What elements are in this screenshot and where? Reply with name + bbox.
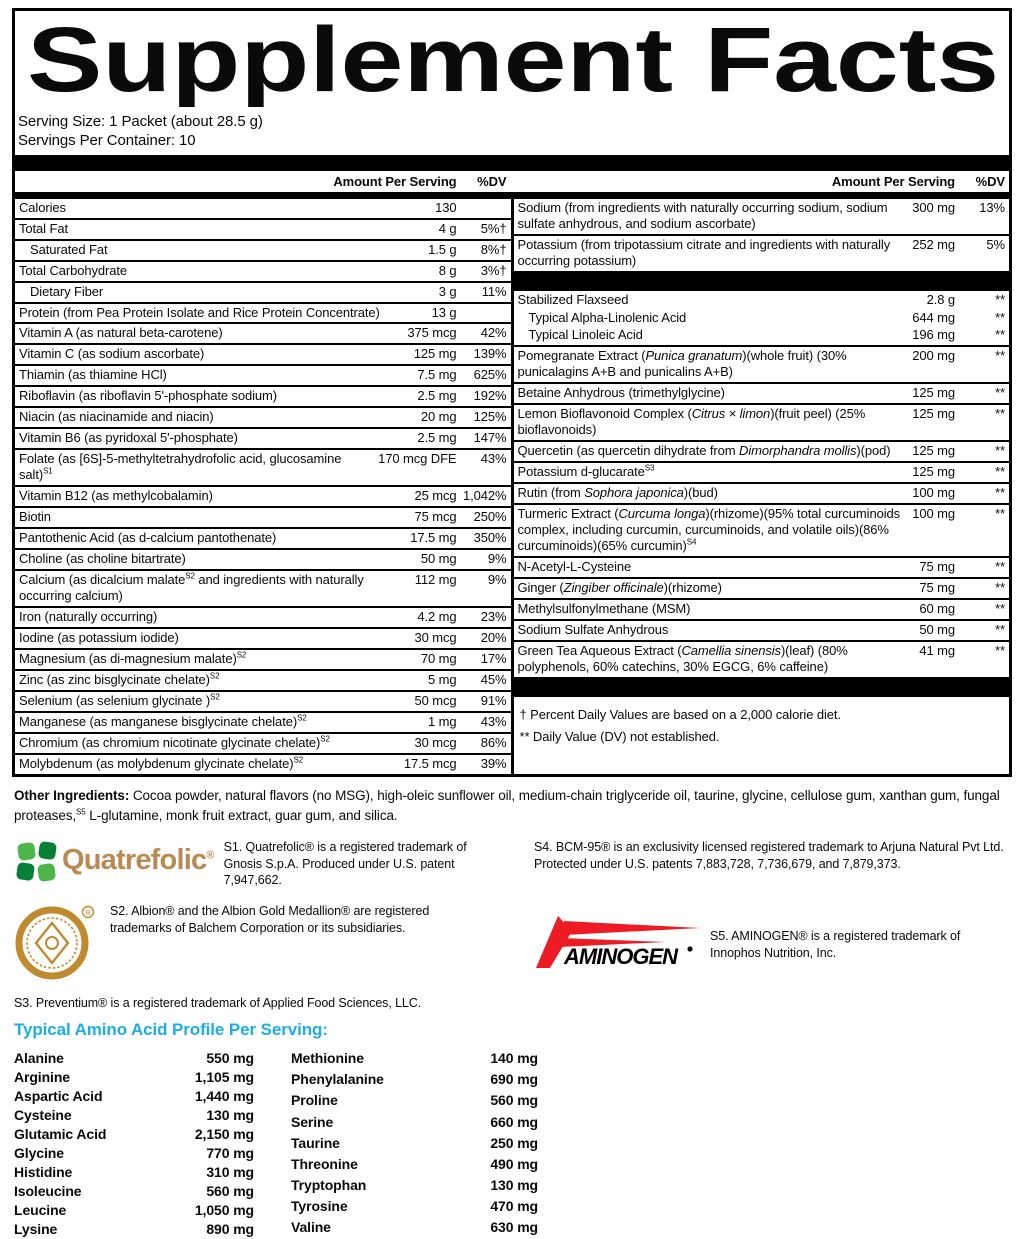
amino-name: Valine [291,1219,331,1236]
column-headers [15,171,1009,192]
nutrient-name: Riboflavin (as riboflavin 5'-phosphate sodium) [19,388,278,404]
amino-name: Tyrosine [291,1198,348,1215]
quatrefolic-wordmark: Quatrefolic® [62,844,214,877]
nutrient-amount: 252 mg [912,236,955,252]
nutrient-dv: 20% [480,630,507,646]
nutrient-row [514,345,1010,382]
nutrient-row [15,627,511,648]
nutrient-name: Selenium (as selenium glycinate )$^{S2}$ [19,692,220,709]
nutrient-row [514,482,1010,503]
nutrient-row [15,732,511,753]
amino-value: 140 mg [490,1050,538,1067]
nutrient-name: Turmeric Extract (Curcuma longa)(rhizome)(95% total curcuminoids complex, including curcumin, curcuminoids, and volatile oils)(86% curcuminoids)(65% curcumin)$^{S4}$ [517,506,901,554]
amino-acid-section [14,1020,1010,1239]
nutrient-row [15,648,511,669]
nutrient-dv: 91% [480,693,507,709]
nutrient-amount: 125 mg [912,406,955,422]
right-column-header [514,171,1010,192]
clover-icon [14,839,60,883]
nutrient-column-right [514,199,1010,775]
divider-bar-thin [15,192,1009,199]
nutrient-name: Niacin (as niacinamide and niacin) [19,409,214,425]
nutrient-dv: 125% [473,409,507,425]
nutrient-dv: ** [995,406,1005,422]
nutrient-row [514,556,1010,577]
amino-name: Cysteine [14,1107,72,1124]
nutrient-name: Iodine (as potassium iodide) [19,630,179,646]
nutrient-name: Folate (as [6S]-5-methyltetrahydrofolic acid, glucosamine salt)$^{S1}$ [19,451,342,483]
nutrient-name: Vitamin B6 (as pyridoxal 5'-phosphate) [19,430,238,446]
nutrient-row [514,382,1010,403]
nutrient-row [514,440,1010,461]
nutrient-dv: 139% [473,346,507,362]
albion-minerals-logo [14,903,98,986]
nutrient-amount: 50 mg [420,551,457,567]
nutrient-name: Biotin [19,509,51,525]
nutrient-name: Lemon Bioflavonoid Complex (Citrus × limon)(fruit peel) (25% bioflavonoids) [517,406,866,438]
nutrient-row [514,461,1010,482]
amino-value: 130 mg [490,1176,538,1193]
nutrient-name: Sodium (from ingredients with naturally occurring sodium, sodium sulfate anhydrous, and sodium ascorbate) [517,199,888,231]
nutrient-amount: 125 mg [912,443,955,459]
nutrient-name: Dietary Fiber [30,283,104,299]
nutrient-row [514,577,1010,598]
nutrient-dv: ** [995,464,1005,480]
nutrient-dv: 13% [979,199,1005,215]
nutrient-row [15,606,511,627]
nutrient-amount: 75 mg [919,559,955,575]
nutrient-row [15,406,511,427]
nutrient-row [15,302,511,323]
left-column-header [15,171,511,192]
nutrient-dv: ** [995,622,1005,638]
nutrient-dv: 43% [480,451,507,467]
amino-value: 250 mg [490,1134,538,1151]
amino-value: 550 mg [206,1050,254,1067]
amino-value: 560 mg [206,1183,254,1200]
nutrient-dv: ** [995,601,1005,617]
nutrient-dv: 625% [473,367,507,383]
nutrient-row [15,711,511,732]
albion-medallion-icon [14,903,98,981]
nutrient-name: Potassium d-glucarate$^{S3}$ [517,464,655,480]
nutrient-name: Vitamin A (as natural beta-carotene) [19,325,223,341]
nutrient-name: Typical Linoleic Acid [528,327,643,343]
amino-value: 560 mg [490,1092,538,1109]
amino-value: 310 mg [206,1164,254,1181]
nutrient-amount: 17.5 mcg [403,756,457,772]
aminogen-flash-icon [534,916,702,968]
nutrient-row [15,260,511,281]
nutrient-dv: ** [995,506,1005,522]
nutrient-name: Typical Alpha-Linolenic Acid [528,309,687,325]
nutrient-name: Stabilized Flaxseed [517,291,629,307]
nutrient-amount: 4.2 mg [417,609,457,625]
panel-title-wrap [15,11,1009,112]
nutrient-dv: ** [995,643,1005,659]
nutrient-dv: 39% [480,756,507,772]
nutrient-dv: 43% [480,714,507,730]
nutrient-amount: 13 g [431,304,457,320]
nutrient-row [15,427,511,448]
amino-name: Arginine [14,1069,70,1086]
amount-per-serving-header-right: Amount Per Serving [831,173,955,189]
amino-value: 630 mg [490,1219,538,1236]
nutrient-column-left [15,199,511,775]
nutrient-amount: 170 mcg DFE [378,451,457,467]
s5-trademark-text: S5. AMINOGEN® is a registered trademark of Innophos Nutrition, Inc. [710,928,961,960]
amino-name: Phenylalanine [291,1071,384,1088]
nutrient-dv: ** [995,559,1005,575]
nutrient-name: N-Acetyl-L-Cysteine [517,559,632,575]
nutrient-name: Green Tea Aqueous Extract (Camellia sinensis)(leaf) (80% polyphenols, 60% catechins, 30% EGCG, 6% caffeine) [517,643,848,675]
s3-trademark-text: S3. Preventium® is a registered trademark of Applied Food Sciences, LLC. [14,996,422,1011]
nutrient-amount: 112 mg [414,572,457,588]
nutrient-dv: 350% [473,530,507,546]
nutrient-amount: 196 mg [912,327,955,343]
nutrient-name: Total Carbohydrate [19,262,128,278]
nutrient-dv: 9% [487,572,507,588]
nutrient-dv: ** [995,327,1005,343]
nutrient-row [15,548,511,569]
s2-trademark-text: S2. Albion® and the Albion Gold Medallion® are registered trademarks of Balchem Corporation or its subsidiaries. [110,904,430,936]
nutrient-dv: 86% [480,735,507,751]
nutrient-row [15,364,511,385]
nutrient-name: Rutin (from Sophora japonica)(bud) [517,485,718,501]
amino-name: Histidine [14,1164,73,1181]
amino-name: Isoleucine [14,1183,82,1200]
amino-value: 890 mg [206,1221,254,1238]
nutrient-row [15,506,511,527]
nutrient-dv: ** [995,309,1005,325]
nutrient-dv: 9% [487,551,507,567]
nutrient-amount: 75 mg [919,580,955,596]
nutrient-amount: 2.8 g [926,291,955,307]
amino-column-left [14,1049,254,1239]
nutrient-amount: 7.5 mg [417,367,457,383]
nutrient-dv: ** [995,443,1005,459]
nutrient-row [514,503,1010,556]
nutrient-amount: 300 mg [912,199,955,215]
albion-cell [14,903,490,986]
footnote: ** Daily Value (DV) not established. [519,728,720,744]
amino-value: 490 mg [490,1155,538,1172]
nutrient-amount: 2.5 mg [417,430,457,446]
nutrient-dv: 1,042% [463,488,507,504]
nutrient-dv: 17% [480,651,507,667]
nutrient-row [15,385,511,406]
footnote: † Percent Daily Values are based on a 2,000 calorie diet. [519,707,841,723]
nutrient-name: Vitamin C (as sodium ascorbate) [19,346,205,362]
amino-name: Glutamic Acid [14,1126,107,1143]
nutrient-row [15,322,511,343]
dv-header-left: %DV [477,173,507,189]
amino-name: Alanine [14,1050,64,1067]
other-ingredients-label: Other Ingredients: [14,788,130,804]
nutrient-amount: 50 mcg [414,693,457,709]
nutrient-name: Zinc (as zinc bisglycinate chelate)$^{S2}$ [19,671,220,688]
nutrient-row [15,690,511,711]
nutrient-amount: 17.5 mg [410,530,457,546]
amino-value: 2,150 mg [194,1126,254,1143]
nutrient-dv: ** [995,485,1005,501]
nutrient-name: Pomegranate Extract (Punica granatum)(whole fruit) (30% punicalagins A+B and punicalins A+B) [517,348,847,380]
amino-value: 770 mg [206,1145,254,1162]
aminogen-cell [534,903,1010,986]
nutrient-dv: 8%† [480,241,507,257]
nutrient-amount: 2.5 mg [417,388,457,404]
nutrient-amount: 100 mg [912,485,955,501]
nutrient-row [15,218,511,239]
amino-acid-table [14,1049,1010,1239]
amino-name: Leucine [14,1202,67,1219]
nutrient-amount: 125 mg [912,385,955,401]
quatrefolic-cell [14,839,490,890]
trademark-row-2 [14,903,1010,986]
nutrient-row [15,239,511,260]
nutrient-row [15,485,511,506]
amino-value: 1,050 mg [194,1202,254,1219]
nutrient-name: Total Fat [19,220,68,236]
nutrient-amount: 60 mg [919,601,955,617]
nutrient-columns [15,199,1009,775]
nutrient-amount: 1.5 g [428,241,457,257]
supplement-facts-panel [12,8,1012,777]
nutrient-dv: ** [995,291,1005,307]
nutrient-name: Sodium Sulfate Anhydrous [517,622,669,638]
nutrient-row [514,403,1010,440]
servings-per-container-line: Servings Per Container: 10 [18,131,196,149]
nutrient-name: Quercetin (as quercetin dihydrate from Dimorphandra mollis)(pod) [517,443,891,459]
amino-name: Lysine [14,1221,58,1238]
amino-name: Serine [291,1113,334,1130]
nutrient-row [514,640,1010,677]
amino-name: Glycine [14,1145,64,1162]
nutrient-name: Manganese (as manganese bisglycinate chelate)$^{S2}$ [19,713,307,730]
nutrient-amount: 200 mg [912,348,955,364]
nutrient-dv: ** [995,385,1005,401]
nutrient-amount: 30 mcg [414,630,457,646]
nutrient-amount: 375 mcg [407,325,457,341]
nutrient-amount: 25 mcg [414,488,457,504]
nutrient-dv: 250% [473,509,507,525]
nutrient-amount: 41 mg [919,643,955,659]
s4-trademark-text: S4. BCM-95® is an exclusivity licensed registered trademark to Arjuna Natural Pvt Ltd. Protected under U.S. patents 7,883,728, 7,736,679, and 7,879,373. [534,839,1004,871]
nutrient-name: Thiamin (as thiamine HCl) [19,367,167,383]
divider-bar-top [15,155,1009,171]
aminogen-wordmark: AMINOGEN [564,944,677,969]
bcm95-cell [534,839,1010,890]
amino-value: 1,440 mg [194,1088,254,1105]
amino-value: 1,105 mg [194,1069,254,1086]
aminogen-logo [534,916,702,973]
nutrient-row [15,527,511,548]
nutrient-amount: 5 mg [427,672,457,688]
nutrient-amount: 8 g [438,262,457,278]
nutrient-name: Pantothenic Acid (as d-calcium pantothenate) [19,530,277,546]
nutrient-dv: 11% [481,283,507,299]
nutrient-dv: 23% [480,609,507,625]
nutrient-row [514,310,1010,328]
nutrient-amount: 30 mcg [414,735,457,751]
nutrient-amount: 1 mg [427,714,457,730]
nutrient-row [15,669,511,690]
amino-value: 690 mg [490,1071,538,1088]
nutrient-dv: 42% [480,325,507,341]
nutrient-name: Chromium (as chromium nicotinate glycinate chelate)$^{S2}$ [19,734,330,751]
nutrient-amount: 75 mcg [414,509,457,525]
amount-per-serving-header-left: Amount Per Serving [333,173,457,189]
nutrient-name: Potassium (from tripotassium citrate and ingredients with naturally occurring potassium) [517,236,891,268]
nutrient-amount: 4 g [438,220,457,236]
nutrient-dv: 45% [480,672,507,688]
nutrient-row [514,199,1010,234]
nutrient-dv: 5%† [480,220,507,236]
nutrient-dv: 147% [473,430,507,446]
nutrient-dv: ** [995,580,1005,596]
amino-name: Tryptophan [291,1176,367,1193]
nutrient-dv: 5% [986,236,1005,252]
amino-name: Taurine [291,1134,340,1151]
section-bar [514,677,1010,697]
nutrient-row [514,234,1010,271]
nutrient-name: Magnesium (as di-magnesium malate)$^{S2}$ [19,650,247,667]
nutrient-row [15,753,511,774]
nutrient-row [514,598,1010,619]
nutrient-row [15,199,511,218]
panel-title-graphic [27,17,1003,107]
nutrient-amount: 125 mg [912,464,955,480]
nutrient-amount: 644 mg [912,309,955,325]
amino-name: Methionine [291,1050,364,1067]
page-title: Supplement Facts [27,17,1000,107]
nutrient-amount: 70 mg [420,651,457,667]
nutrient-name: Ginger (Zingiber officinale)(rhizome) [517,580,722,596]
amino-name: Proline [291,1092,338,1109]
nutrient-amount: 50 mg [919,622,955,638]
nutrient-name: Methylsulfonylmethane (MSM) [517,601,691,617]
trademark-row-1 [14,839,1010,890]
amino-name: Threonine [291,1155,358,1172]
nutrient-row [15,569,511,606]
s1-trademark-text: S1. Quatrefolic® is a registered trademark of Gnosis S.p.A. Produced under U.S. patent 7,947,662. [223,839,467,888]
nutrient-dv: 3%† [480,262,507,278]
nutrient-row [514,619,1010,640]
nutrient-row [514,291,1010,310]
nutrient-amount: 3 g [438,283,457,299]
amino-value: 660 mg [490,1113,538,1130]
nutrient-row [15,281,511,302]
quatrefolic-logo [14,839,214,883]
nutrient-name: Calories [19,199,66,215]
section-bar [514,271,1010,291]
nutrient-row [15,448,511,485]
nutrient-row [15,343,511,364]
amino-name: Aspartic Acid [14,1088,103,1105]
amino-acid-heading: Typical Amino Acid Profile Per Serving: [14,1020,328,1040]
nutrient-row [514,327,1010,345]
nutrient-amount: 100 mg [912,506,955,522]
other-ingredients [14,786,1010,827]
supplement-facts-label [0,8,1024,1238]
nutrient-amount: 125 mg [413,346,457,362]
nutrient-name: Vitamin B12 (as methylcobalamin) [19,488,213,504]
nutrient-name: Saturated Fat [30,241,108,257]
nutrient-name: Betaine Anhydrous (trimethylglycine) [517,385,725,401]
nutrient-name: Calcium (as dicalcium malate$^{S2}$ and ingredients with naturally occurring calcium) [19,571,364,604]
other-ingredients-text: Cocoa powder, natural flavors (no MSG), high-oleic sunflower oil, medium-chain triglyceride oil, taurine, glycine, cellulose gum, xanthan gum, fungal proteases,$^{S5}$ L-glutamine, monk fruit extract, guar gum, and silica. [14,788,1000,824]
amino-value: 130 mg [206,1107,254,1124]
amino-column-right [291,1049,538,1239]
amino-value: 470 mg [490,1198,538,1215]
serving-size-line: Serving Size: 1 Packet (about 28.5 g) [18,113,263,130]
nutrient-amount: 130 [435,199,457,215]
dv-header-right: %DV [975,173,1005,189]
nutrient-name: Iron (naturally occurring) [19,609,158,625]
nutrient-dv: ** [995,348,1005,364]
nutrient-name: Molybdenum (as molybdenum glycinate chelate)$^{S2}$ [19,755,304,772]
svg-text:R: R [85,908,91,918]
nutrient-amount: 20 mg [420,409,457,425]
nutrient-dv: 192% [473,388,507,404]
nutrient-name: Choline (as choline bitartrate) [19,551,186,567]
nutrient-name: Protein (from Pea Protein Isolate and Rice Protein Concentrate) [19,304,380,320]
